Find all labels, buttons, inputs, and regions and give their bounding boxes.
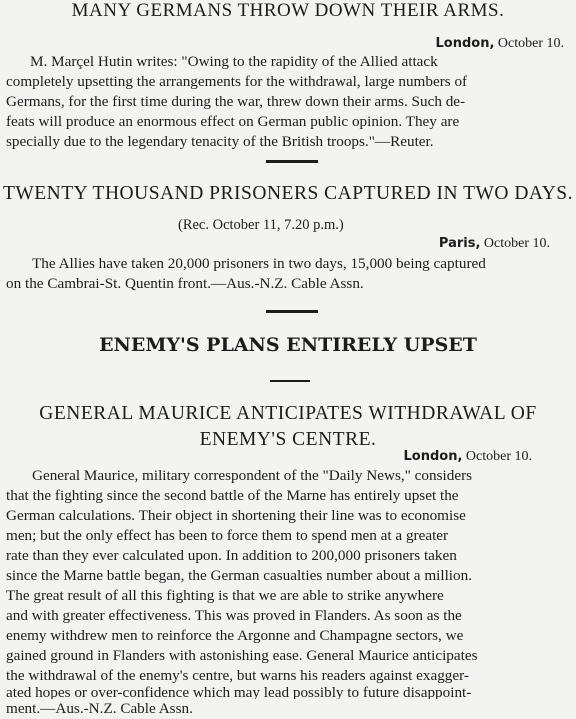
- body-line: specially due to the legendary tenacity of the British troops."—Reuter.: [6, 133, 434, 150]
- subheadline-general-maurice: GENERAL MAURICE ANTICIPATES WITHDRAWAL OF: [39, 403, 537, 424]
- body-line: gained ground in Flanders with astonishing ease. General Maurice anticipates: [6, 647, 478, 664]
- body-line: German calculations. Their object in shortening their line was to economise: [6, 507, 466, 524]
- body-line: M. Marçel Hutin writes: "Owing to the rapidity of the Allied attack: [30, 53, 438, 70]
- dateline: [404, 449, 533, 465]
- body-line: and with greater effectiveness. This was proved in Flanders. As soon as the: [6, 607, 462, 624]
- body-line: completely upsetting the arrangements for the withdrawal, large numbers of: [6, 73, 468, 90]
- body-line: ment.—Aus.-N.Z. Cable Assn.: [6, 700, 193, 717]
- headline-twenty-thousand-prisoners: TWENTY THOUSAND PRISONERS CAPTURED IN TWO DAYS.: [2, 183, 574, 204]
- dateline-place: London,: [403, 449, 463, 464]
- headline-many-germans: MANY GERMANS THROW DOWN THEIR ARMS.: [71, 0, 505, 21]
- body-line: men; but the only effect has been to force them to spend men at a greater: [6, 527, 449, 544]
- subheadline-enemys-centre: ENEMY'S CENTRE.: [199, 429, 377, 450]
- received-note: (Rec. October 11, 7.20 p.m.): [178, 217, 344, 233]
- body-line: General Maurice, military correspondent of the "Daily News," considers: [32, 467, 473, 484]
- dateline-place: Paris,: [438, 236, 481, 251]
- body-line: Germans, for the first time during the war, threw down their arms. Such de-: [6, 93, 466, 110]
- dateline: [439, 236, 550, 252]
- body-line: The Allies have taken 20,000 prisoners in two days, 15,000 being captured: [32, 255, 486, 272]
- body-line: rate than they ever calculated upon. In addition to 200,000 prisoners taken: [6, 547, 457, 564]
- body-line: enemy withdrew men to reinforce the Argonne and Champagne sectors, we: [6, 627, 464, 644]
- headline-enemys-plans: ENEMY'S PLANS ENTIRELY UPSET: [99, 334, 477, 356]
- body-line: that the fighting since the second battle of the Marne has entirely upset the: [6, 487, 459, 504]
- body-line: ated hopes or over-confidence which may lead possibly to future disappoint-: [6, 686, 472, 699]
- body-line: The great result of all this fighting is that we are able to strike anywhere: [6, 587, 444, 604]
- section-divider: [266, 160, 318, 163]
- dateline-date: October 10.: [483, 236, 550, 251]
- body-line: since the Marne battle began, the German casualties number about a million.: [6, 567, 473, 584]
- dateline-date: October 10.: [465, 449, 532, 464]
- dateline-date: October 10.: [497, 36, 564, 51]
- body-line: feats will produce an enormous effect on German public opinion. They are: [6, 113, 460, 130]
- dateline-place: London,: [435, 36, 495, 51]
- body-line: the withdrawal of the enemy's centre, but warns his readers against exagger-: [6, 667, 469, 684]
- body-line: on the Cambrai-St. Quentin front.—Aus.-N.Z. Cable Assn.: [6, 275, 364, 292]
- section-divider: [270, 380, 310, 382]
- section-divider: [266, 310, 318, 313]
- dateline: [436, 36, 565, 52]
